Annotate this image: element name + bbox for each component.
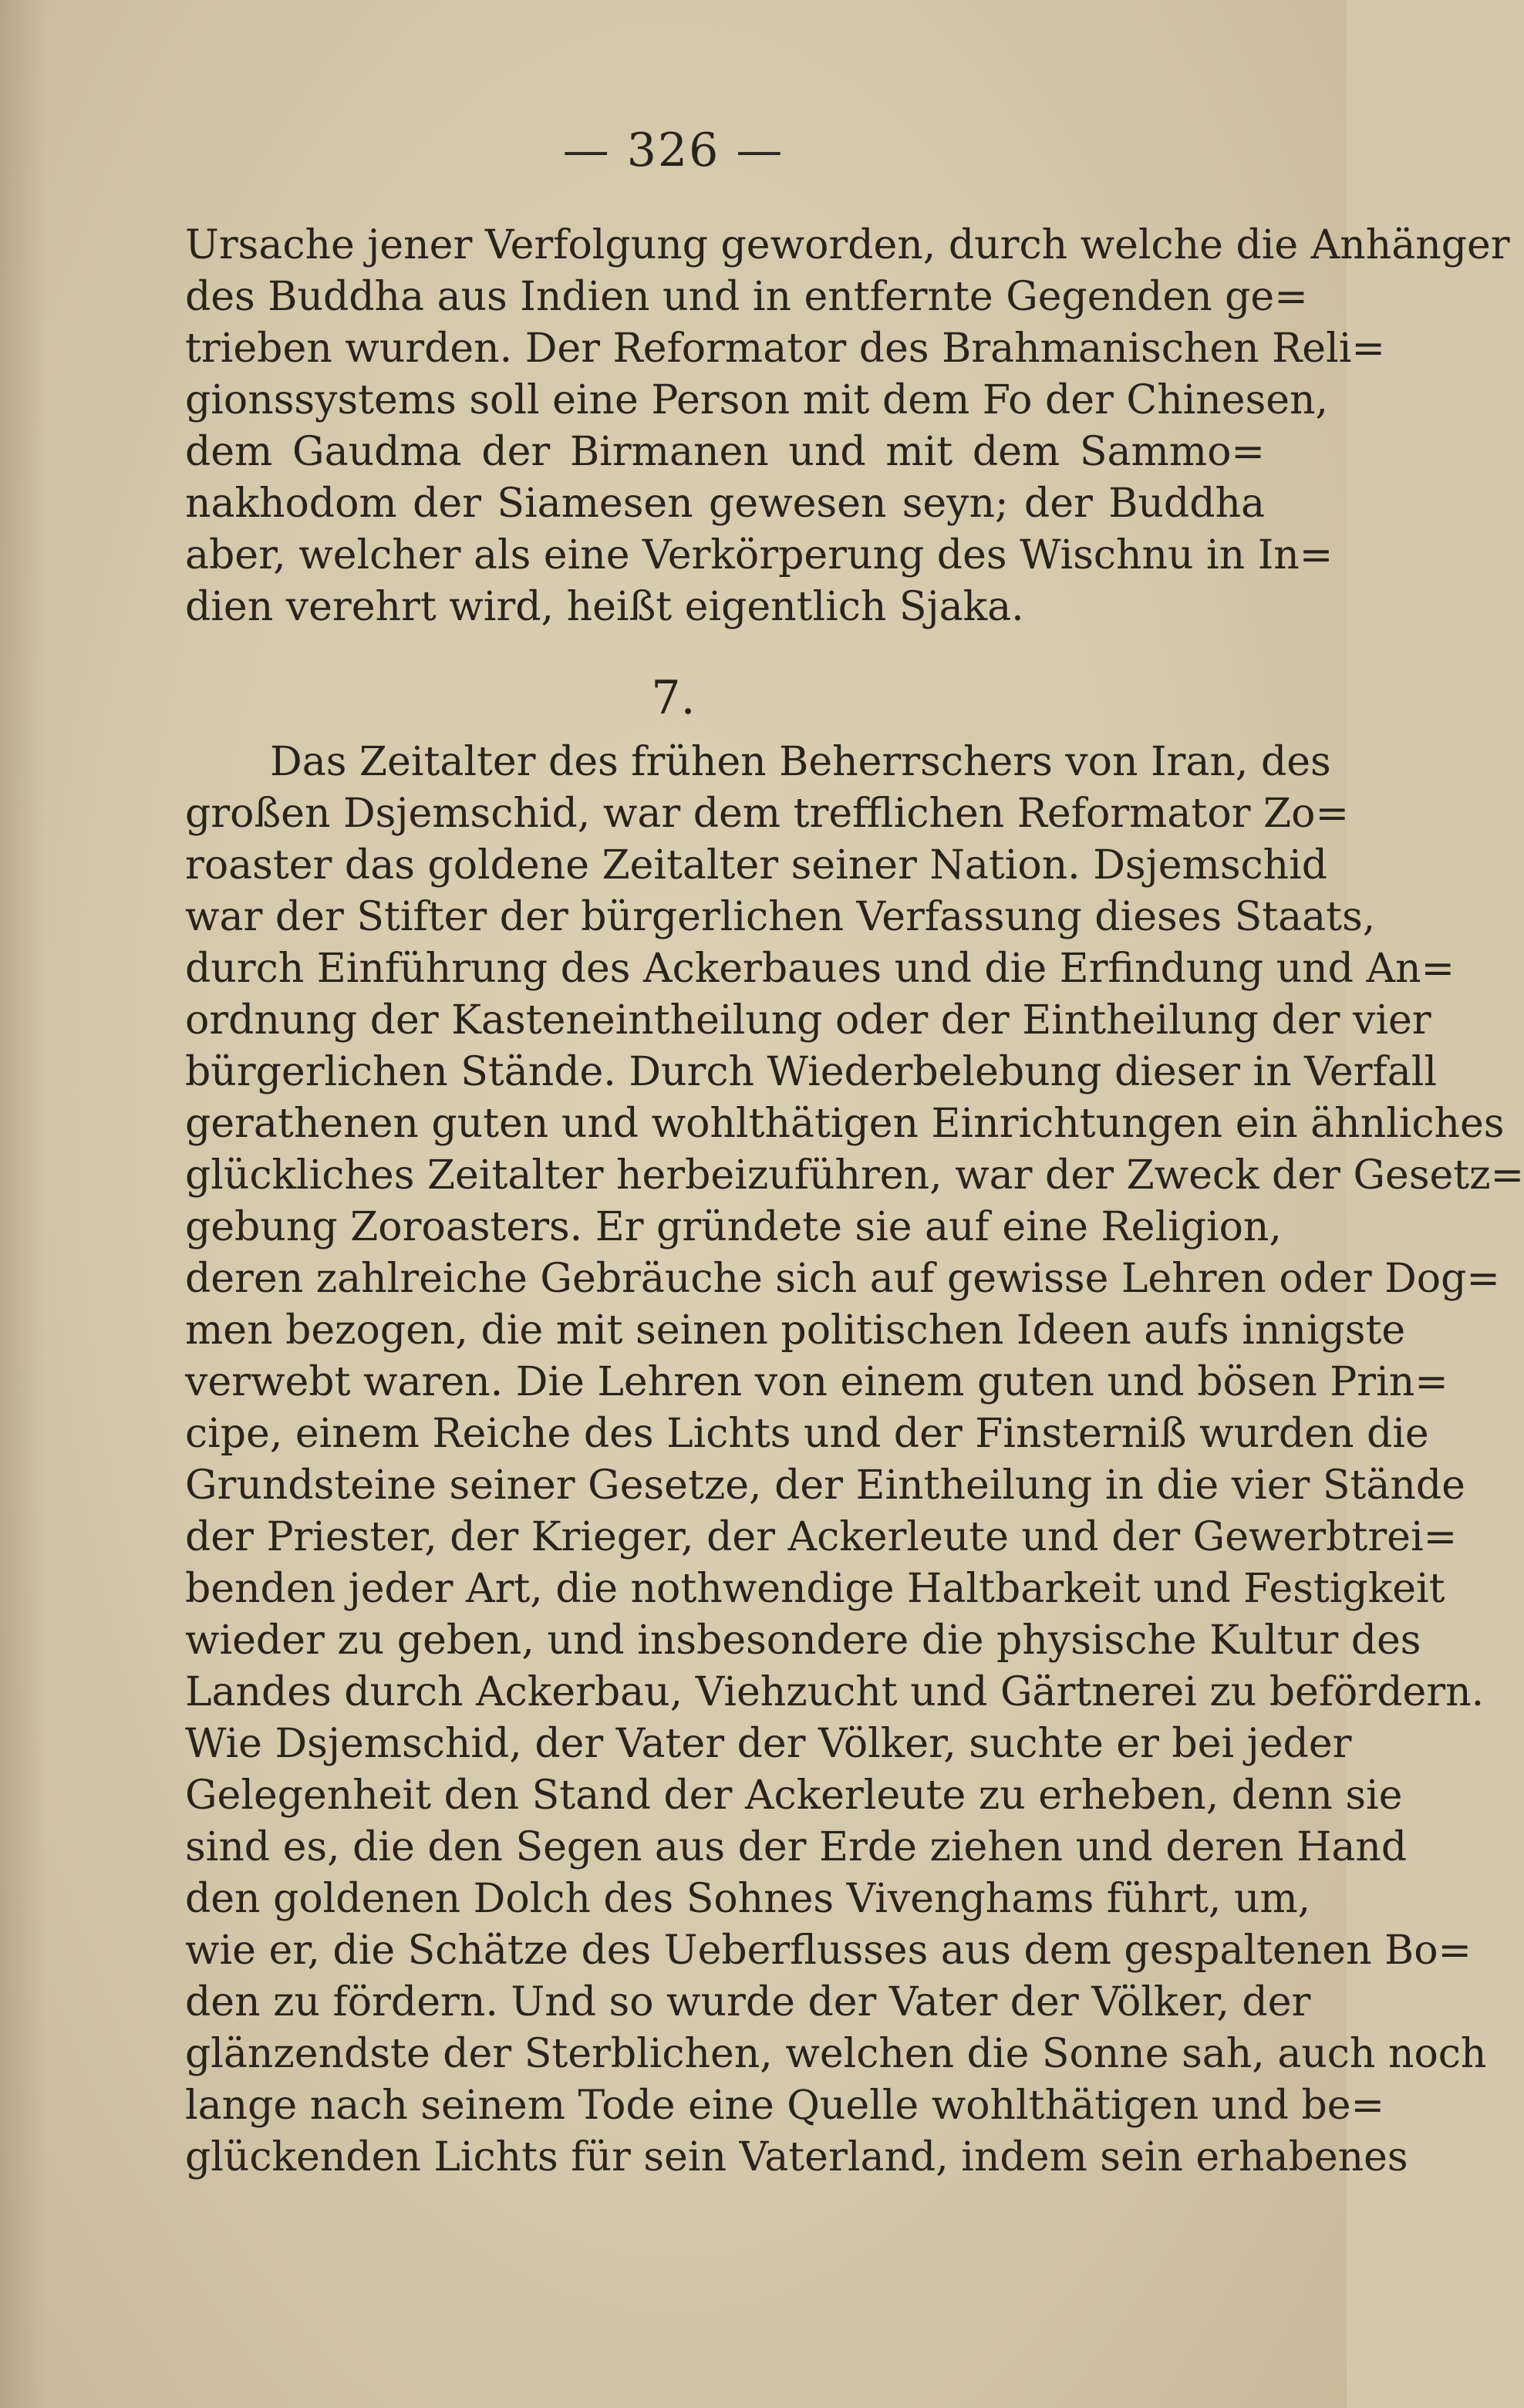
text-line: glückliches Zeitalter herbeizuführen, war der Zweck der Gesetz= — [185, 1152, 1524, 1199]
text-line: Grundsteine seiner Gesetze, der Eintheilung in die vier Stände — [185, 1462, 1465, 1509]
text-line: der Priester, der Krieger, der Ackerleute und der Gewerbtrei= — [185, 1514, 1458, 1560]
text-line: dien verehrt wird, heißt eigentlich Sjaka. — [185, 584, 1024, 630]
text-line: glückenden Lichts für sein Vaterland, indem sein erhabenes — [185, 2134, 1408, 2180]
text-line: nakhodom der Siamesen gewesen seyn; der Buddha — [185, 481, 1265, 527]
text-line: wieder zu geben, und insbesondere die physische Kultur des — [185, 1617, 1421, 1664]
text-line: roaster das goldene Zeitalter seiner Nation. Dsjemschid — [185, 842, 1328, 889]
text-line: trieben wurden. Der Reformator des Brahmanischen Reli= — [185, 325, 1385, 372]
text-line: Ursache jener Verfolgung geworden, durch welche die Anhänger — [185, 222, 1510, 268]
text-line: wie er, die Schätze des Ueberflusses aus dem gespaltenen Bo= — [185, 1927, 1472, 1974]
text-line: Wie Dsjemschid, der Vater der Völker, suchte er bei jeder — [185, 1721, 1352, 1767]
text-line: des Buddha aus Indien und in entfernte Gegenden ge= — [185, 274, 1308, 320]
text-line: men bezogen, die mit seinen politischen Ideen aufs innigste — [185, 1307, 1406, 1354]
text-line: war der Stifter der bürgerlichen Verfassung dieses Staats, — [185, 894, 1376, 940]
text-line: großen Dsjemschid, war dem trefflichen Reformator Zo= — [185, 791, 1350, 837]
text-line: deren zahlreiche Gebräuche sich auf gewisse Lehren oder Dog= — [185, 1256, 1500, 1302]
text-line: gebung Zoroasters. Er gründete sie auf eine Religion, — [185, 1204, 1282, 1250]
text-line: Gelegenheit den Stand der Ackerleute zu erheben, denn sie — [185, 1772, 1403, 1819]
text-line: Das Zeitalter des frühen Beherrschers von Iran, des — [270, 739, 1331, 785]
text-line: gerathenen guten und wohlthätigen Einrichtungen ein ähnliches — [185, 1101, 1505, 1147]
text-line: den zu fördern. Und so wurde der Vater der Völker, der — [185, 1979, 1311, 2025]
text-line: cipe, einem Reiche des Lichts und der Finsterniß wurden die — [185, 1411, 1429, 1457]
text-line: Landes durch Ackerbau, Viehzucht und Gärtnerei zu befördern. — [185, 1669, 1485, 1715]
text-line: durch Einführung des Ackerbaues und die Erfindung und An= — [185, 946, 1455, 992]
section-number: 7. — [651, 671, 696, 725]
text-line: sind es, die den Segen aus der Erde ziehen und deren Hand — [185, 1824, 1408, 1870]
text-line: dem Gaudma der Birmanen und mit dem Sammo= — [185, 429, 1265, 475]
text-line: bürgerlichen Stände. Durch Wiederbelebung dieser in Verfall — [185, 1049, 1438, 1095]
paragraph-continued — [185, 220, 1510, 633]
text-line: lange nach seinem Tode eine Quelle wohlthätigen und be= — [185, 2083, 1385, 2129]
page-number: — 326 — — [562, 123, 784, 177]
paragraph-section-7 — [185, 737, 1524, 2184]
text-line: gionssystems soll eine Person mit dem Fo der Chinesen, — [185, 377, 1329, 423]
text-line: glänzendste der Sterblichen, welchen die Sonne sah, auch noch — [185, 2031, 1487, 2077]
text-line: benden jeder Art, die nothwendige Haltbarkeit und Festigkeit — [185, 1566, 1445, 1612]
text-line: ordnung der Kasteneintheilung oder der Eintheilung der vier — [185, 997, 1431, 1044]
text-line: den goldenen Dolch des Sohnes Vivenghams führt, um, — [185, 1876, 1311, 1922]
text-line: verwebt waren. Die Lehren von einem guten und bösen Prin= — [185, 1359, 1448, 1405]
text-line: aber, welcher als eine Verkörperung des Wischnu in In= — [185, 532, 1334, 578]
